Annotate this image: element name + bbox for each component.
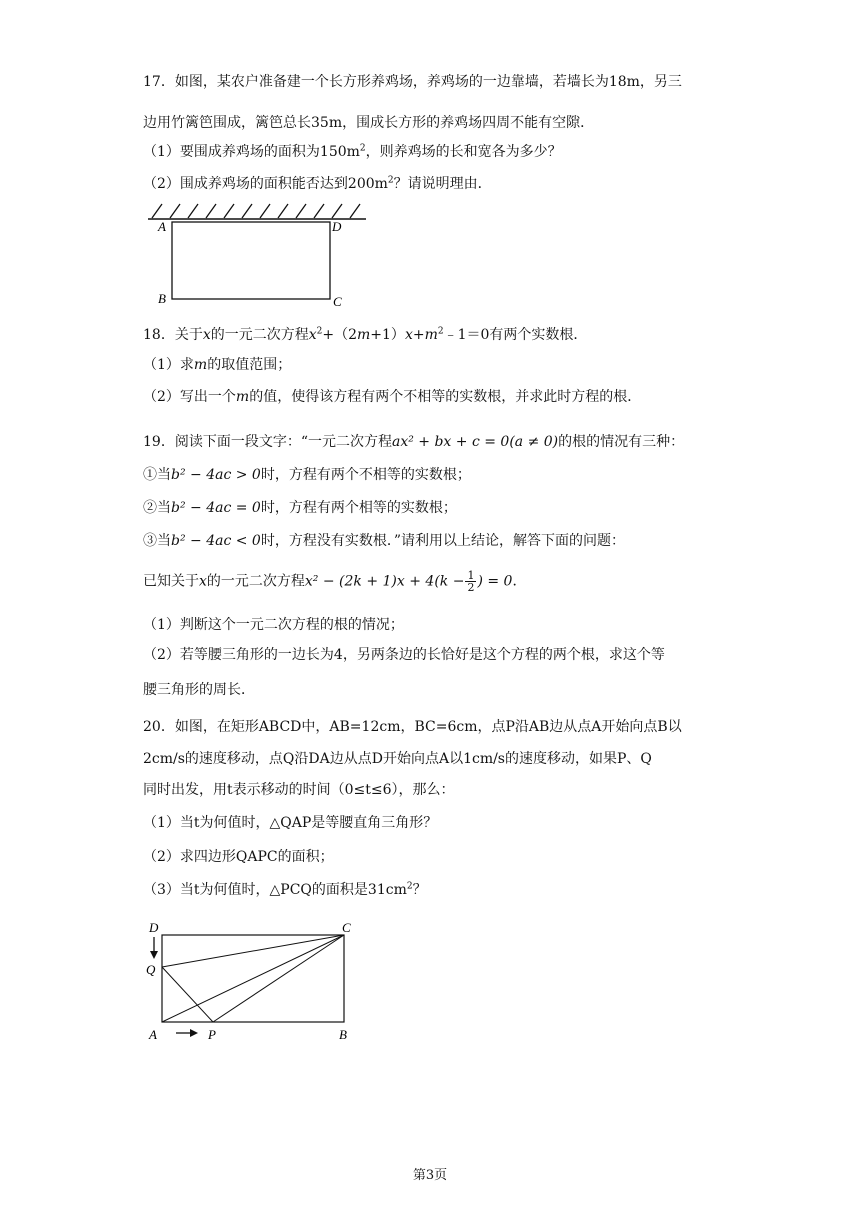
q18-line1: [143, 325, 587, 345]
q18-part2-pre: （2）写出一个: [143, 389, 236, 405]
q18-eq-sup: 2: [316, 326, 323, 337]
coop-rectangle: [172, 222, 330, 299]
page-number: 第3页: [412, 1168, 448, 1183]
label-P: P: [208, 1027, 216, 1042]
segment-qc: [162, 935, 344, 967]
q19-given-pre: 已知关于: [143, 573, 199, 590]
q17-part1-post: ，则养鸡场的长和宽各为多少？: [365, 144, 562, 160]
q19-c2-post: 时，方程有两个相等的实数根；: [260, 500, 457, 516]
q20-part3-pre: （3）当t为何值时，△PCQ的面积是31cm: [143, 882, 407, 898]
q19-part2-num: 4: [333, 647, 343, 663]
q17-part2: [143, 174, 492, 194]
q19-case3: [143, 531, 625, 551]
q20-part1: （1）当t为何值时，△QAP是等腰直角三角形？: [143, 815, 438, 831]
q18-a: 18．关于: [143, 327, 203, 343]
q19-part2-post: ，另两条边的长恰好是这个方程的两个根，求这个等: [342, 647, 665, 663]
q19-c1-eq: b² − 4ac > 0: [171, 467, 261, 483]
label-C: C: [333, 294, 342, 309]
q18-part2: [143, 387, 641, 407]
q19-c1-pre: ①当: [143, 467, 171, 483]
q19-frac-den: 2: [467, 581, 475, 594]
q19-given-eq-a: x² − (2k + 1)x + 4(k −: [304, 573, 465, 590]
q19-given-mid: 的一元二次方程: [206, 573, 305, 590]
q18-part2-post: 的值，使得该方程有两个不相等的实数根，并求此时方程的根．: [249, 389, 642, 405]
q19-case2: [143, 498, 457, 518]
q18-eq-m: m: [357, 327, 371, 343]
label-A: A: [158, 219, 166, 234]
q17-part1-sup: 2: [359, 143, 366, 154]
arrow-down-icon: [150, 951, 158, 959]
segment-ac: [162, 935, 344, 1022]
arrow-right-icon: [190, 1029, 198, 1037]
q20-line3: 同时出发，用t表示移动的时间（0≤t≤6），那么：: [143, 782, 455, 798]
q18-eq-x: x: [308, 327, 317, 343]
q20-part3: [143, 880, 427, 900]
q18-part2-m: m: [235, 389, 250, 405]
q18-part1-m: m: [193, 357, 208, 373]
q17-figure: [140, 198, 370, 312]
q18-eq-mid: +（2: [322, 327, 358, 343]
q19-part1: （1）判断这个一元二次方程的根的情况；: [143, 617, 404, 633]
q20-part3-sup: 2: [406, 881, 413, 892]
label-A: A: [149, 1027, 157, 1042]
q20-part2: （2）求四边形QAPC的面积；: [143, 849, 334, 865]
q19-c2-eq: b² − 4ac = 0: [171, 500, 261, 516]
q18-part1-pre: （1）求: [143, 357, 194, 373]
q20-line2: 2cm/s的速度移动，点Q沿DA边从点D开始向点A以1cm/s的速度移动，如果P、Q: [143, 751, 652, 767]
q19-c3-eq: b² − 4ac < 0: [171, 533, 261, 549]
q19-case1: [143, 465, 471, 485]
label-B: B: [339, 1027, 347, 1042]
q19-line1: [143, 432, 684, 452]
segment-pc: [213, 935, 344, 1022]
q19-frac-num: 1: [467, 569, 475, 582]
q18-x: x: [202, 327, 211, 343]
q20-line1: 20．如图，在矩形ABCD中，AB=12cm，BC=6cm，点P沿AB边从点A开始向点B以: [143, 719, 682, 735]
q18-part1-post: 的取值范围；: [207, 357, 292, 373]
q19-line1-post: 的根的情况有三种：: [558, 434, 685, 450]
q19-line1-eq: ax² + bx + c = 0(a ≠ 0): [391, 434, 559, 450]
label-D: D: [149, 920, 159, 935]
q18-eq-end: ﹣1＝0有两个实数根．: [443, 327, 588, 343]
q17-part2-pre: （2）围成养鸡场的面积能否达到200m: [143, 176, 388, 192]
q19-c1-post: 时，方程有两个不相等的实数根；: [260, 467, 471, 483]
q17-part1: [143, 142, 562, 162]
q19-part2-line2: 腰三角形的周长．: [143, 682, 255, 698]
wall-hatching: [152, 204, 360, 218]
q18-eq-m2: m: [424, 327, 438, 343]
q17-part2-post: ？请说明理由．: [393, 176, 492, 192]
q19-fraction: [465, 570, 476, 593]
q18-part1: [143, 355, 291, 375]
q19-c3-post: 时，方程没有实数根．”请利用以上结论，解答下面的问题：: [260, 533, 625, 549]
label-Q: Q: [146, 962, 156, 977]
q18-eq-sup2: 2: [437, 326, 444, 337]
q19-c3-pre: ③当: [143, 533, 171, 549]
label-C: C: [342, 920, 351, 935]
q19-given-x: x: [199, 573, 207, 590]
segment-qp: [162, 967, 213, 1022]
q19-given: [143, 570, 526, 593]
q17-part2-sup: 2: [387, 175, 394, 186]
q19-c2-pre: ②当: [143, 500, 171, 516]
q17-part1-pre: （1）要围成养鸡场的面积为150m: [143, 144, 360, 160]
q18-b: 的一元二次方程: [210, 327, 309, 343]
q20-part3-post: ？: [412, 882, 427, 898]
q17-line1: 17．如图，某农户准备建一个长方形养鸡场，养鸡场的一边靠墙，若墙长为18m，另三: [143, 74, 682, 90]
q19-part2: [143, 645, 665, 665]
q18-eq-plus: +: [412, 327, 425, 343]
q19-line1-pre: 19．阅读下面一段文字：“一元二次方程: [143, 434, 392, 450]
label-D: D: [332, 219, 342, 234]
q18-eq-x2: x: [404, 327, 413, 343]
q19-given-eq-b: ) = 0: [477, 573, 513, 590]
q19-given-end: ．: [512, 573, 527, 590]
q19-part2-pre: （2）若等腰三角形的一边长为: [143, 647, 334, 663]
q17-line2: 边用竹篱笆围成，篱笆总长35m，围成长方形的养鸡场四周不能有空隙．: [143, 115, 595, 131]
label-B: B: [158, 291, 166, 306]
q18-eq-mid2: +1）: [370, 327, 405, 343]
q20-figure: [140, 915, 365, 1045]
